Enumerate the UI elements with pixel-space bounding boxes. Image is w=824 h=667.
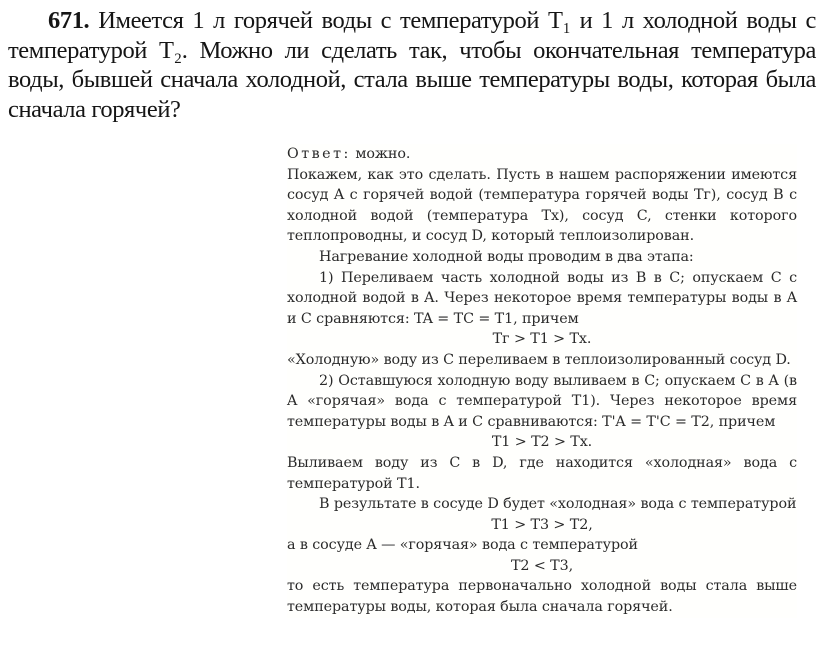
formula: T1 > T2 > Tх. [491,434,593,451]
formula: Tг > T1 > Tх. [492,331,592,348]
answer-paragraph: Выливаем воду из C в D, где находится «холодная» вода с температурой T1. [287,454,797,492]
problem-number: 671. [48,7,90,34]
result-paragraph: В результате в сосуде D будет «холодная» вода с температурой [319,496,797,513]
problem-statement [8,6,816,124]
answer-paragraph: а в сосуде A — «горячая» вода с температурой [287,537,638,554]
answer-paragraph: «Холодную» воду из C переливаем в теплоизолированный сосуд D. [287,351,791,368]
formula: T2 < T3, [510,557,574,574]
answer-paragraph: Покажем, как это сделать. Пусть в нашем распоряжении имеются сосуд A с горячей водой (температура горячей воды Tг), сосуд B с холодной водой (температура Tх), сосуд C, стенки которого теплопроводны, и сосуд D, который теплоизолирован. [287,166,797,245]
formula: T1 > T3 > T2, [491,516,593,533]
answer-block [287,144,797,618]
conclusion-paragraph: то есть температура первоначально холодной воды стала выше температуры воды, которая была сначала горячей. [287,578,797,616]
problem-text: Имеется 1 л горячей воды с температурой T₁ и 1 л холодной воды с температурой T₂. Можно ли сделать так, чтобы окончательная температура воды, бывшей сначала холодной, стала выше температуры воды, которая была сначала горячей? [8,7,816,123]
answer-label: Ответ: [287,146,351,162]
answer-value: можно. [355,146,411,162]
step-2-paragraph: 2) Оставшуюся холодную воду выливаем в C; опускаем C в A (в A «горячая» вода с температурой T1). Через некоторое время температуры воды в A и C сравниваются: T'A = T'C = T2, причем [287,372,797,430]
step-1-paragraph: 1) Переливаем часть холодной воды из B в C; опускаем C с холодной водой в A. Через некоторое время температуры воды в A и C сравняются: TA = TC = T1, причем [287,269,797,327]
answer-paragraph: Нагревание холодной воды проводим в два этапа: [319,248,694,265]
